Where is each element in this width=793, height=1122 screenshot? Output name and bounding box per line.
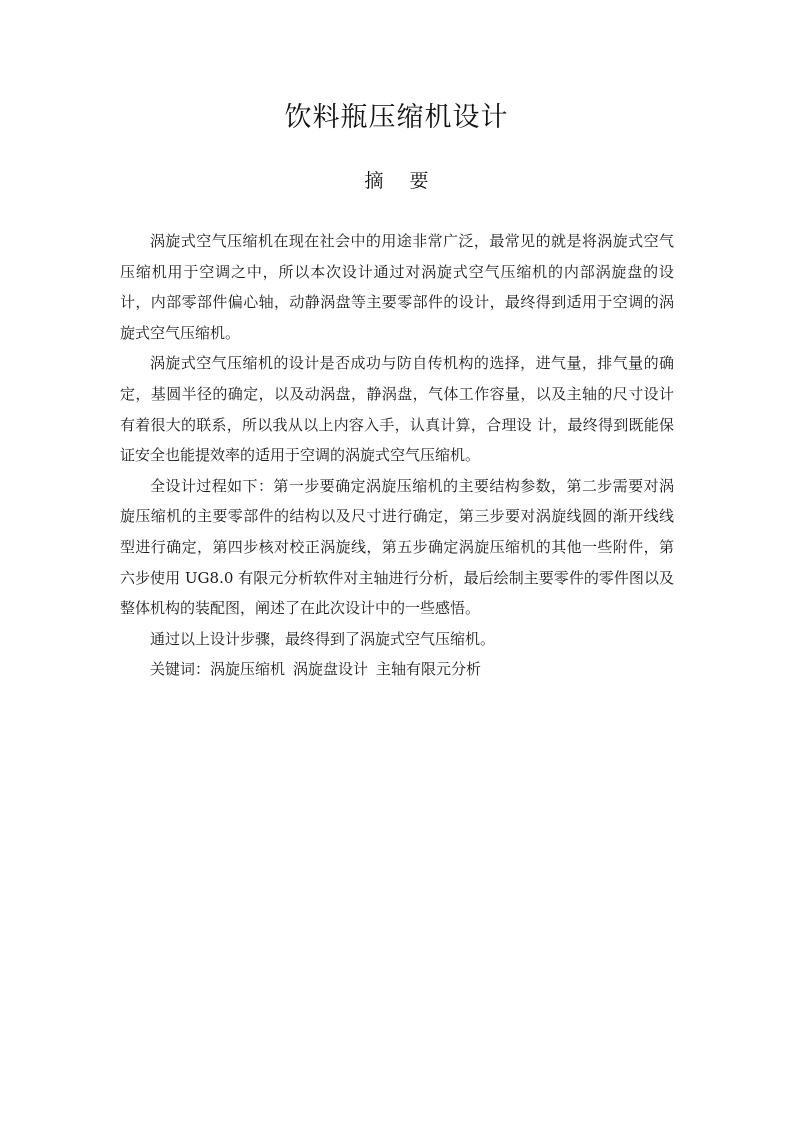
abstract-paragraph-3: 全设计过程如下：第一步要确定涡旋压缩机的主要结构参数，第二步需要对涡旋压缩机的主要零部件的结构以及尺寸进行确定，第三步要对涡旋线圆的渐开线线型进行确定，第四步核对校正涡旋线，第五步确定涡旋压缩机的其他一些附件，第六步使用 UG8.0 有限元分析软件对主轴进行分析，最后绘制主要零件的零件图以及整体机构的装配图，阐述了在此次设计中的一些感悟。 — [120, 476, 674, 618]
keyword-term: 主轴有限元分析 — [376, 660, 482, 679]
abstract-body — [120, 226, 674, 685]
keywords-label: 关键词： — [150, 660, 211, 679]
keyword-term: 涡旋盘设计 — [293, 660, 369, 679]
keyword-term: 涡旋压缩机 — [210, 660, 286, 679]
abstract-paragraph-2: 涡旋式空气压缩机的设计是否成功与防自传机构的选择，进气量，排气量的确定，基圆半径的确定，以及动涡盘，静涡盘，气体工作容量，以及主轴的尺寸设计有着很大的联系，所以我从以上内容入手，认真计算，合理设 计，最终得到既能保证安全也能提效率的适用于空调的涡旋式空气压缩机。 — [120, 354, 674, 465]
abstract-paragraph-1: 涡旋式空气压缩机在现在社会中的用途非常广泛，最常见的就是将涡旋式空气压缩机用于空调之中，所以本次设计通过对涡旋式空气压缩机的内部涡旋盘的设计，内部零部件偏心轴，动静涡盘等主要零部件的设计，最终得到适用于空调的涡旋式空气压缩机。 — [120, 232, 674, 342]
abstract-heading: 摘 要 — [364, 170, 439, 192]
abstract-paragraph-4: 通过以上设计步骤，最终得到了涡旋式空气压缩机。 — [150, 629, 496, 648]
keywords-line — [120, 654, 674, 685]
document-title: 饮料瓶压缩机设计 — [284, 102, 509, 133]
